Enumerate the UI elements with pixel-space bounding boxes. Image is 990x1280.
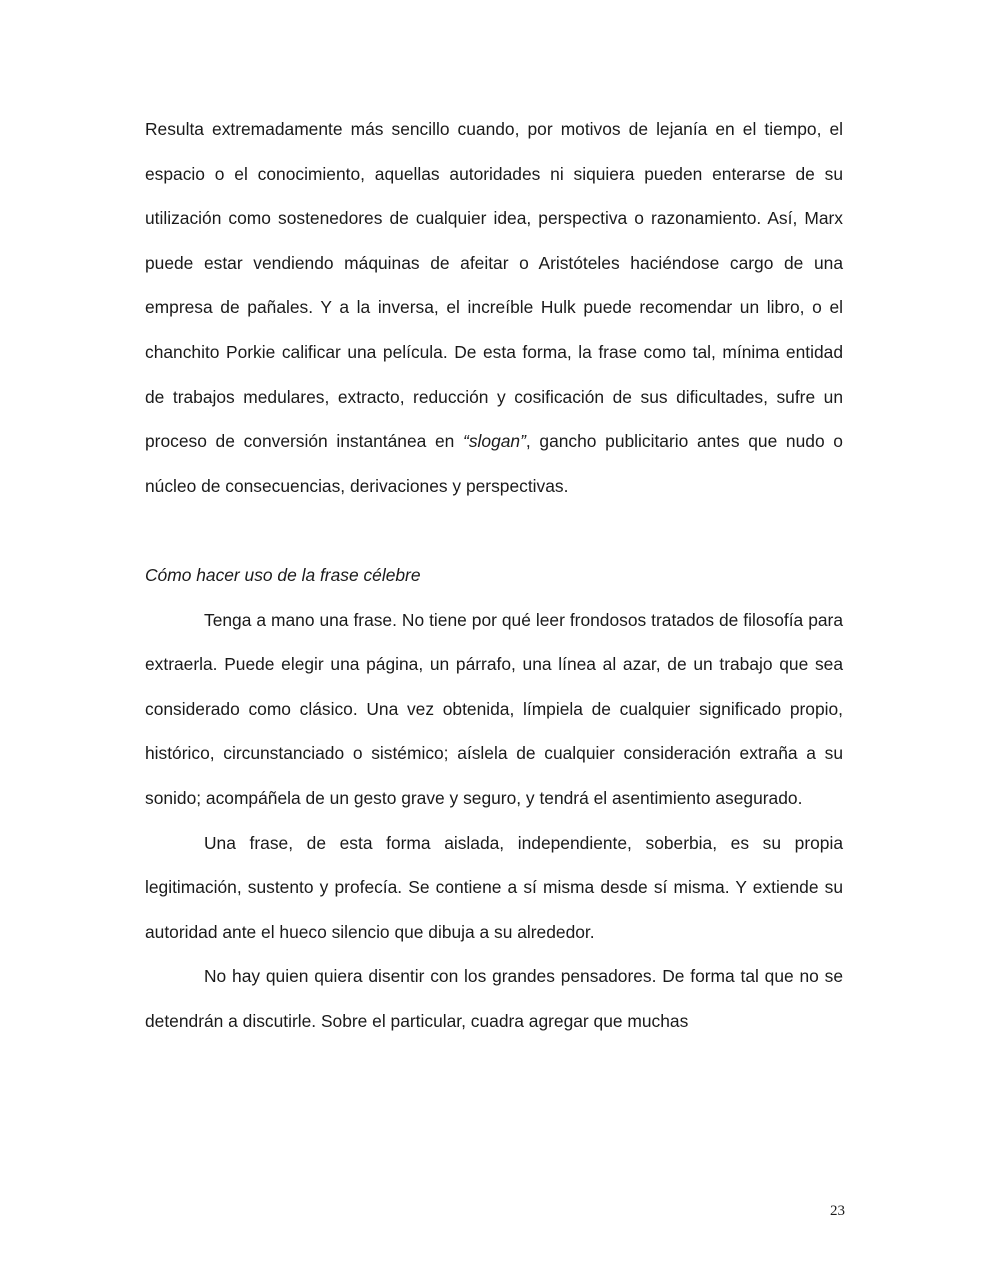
paragraph-instructions: Tenga a mano una frase. No tiene por qué leer frondosos tratados de filosofía para extraerla. Puede elegir una página, un párrafo, una línea al azar, de un trabajo que sea considerado como clásico. Una vez obtenida, límpiela de cualquier significado propio, histórico, circunstanciado o sistémico; aíslela de cualquier consideración extraña a su sonido; acompáñela de un gesto grave y seguro, y tendrá el asentimiento asegurado. — [145, 609, 843, 808]
paragraph-legitimation: Una frase, de esta forma aislada, independiente, soberbia, es su propia legitimación, sustento y profecía. Se contiene a sí misma desde sí misma. Y extiende su autoridad ante el hueco silencio que dibuja a su alrededor. — [145, 832, 843, 942]
paragraph-intro-text: Resulta extremadamente más sencillo cuando, por motivos de lejanía en el tiempo, el espacio o el conocimiento, aquellas autoridades ni siquiera pueden enterarse de su utilización como sostenedores de cualquier idea, perspectiva o razonamiento. Así, Marx puede estar vendiendo máquinas de afeitar o Aristóteles haciéndose cargo de una empresa de pañales. Y a la inversa, el increíble Hulk puede recomendar un libro, o el chanchito Porkie calificar una película. De esta forma, la frase como tal, mínima entidad de trabajos medulares, extracto, reducción y cosificación de sus dificultades, sufre un proceso de conversión instantánea en — [145, 119, 843, 452]
paragraph-thinkers: No hay quien quiera disentir con los grandes pensadores. De forma tal que no se detendrán a discutirle. Sobre el particular, cuadra agregar que muchas — [145, 966, 843, 1031]
section-spacer — [145, 508, 843, 553]
page-number: 23 — [830, 1203, 845, 1219]
paragraph-intro — [145, 107, 843, 508]
section-heading: Cómo hacer uso de la frase célebre — [145, 564, 421, 585]
paragraph-intro-text-end: , gancho publicitario antes que nudo o núcleo de consecuencias, derivaciones y perspectivas. — [145, 431, 843, 496]
body-text — [145, 107, 843, 1043]
slogan-emphasis: “slogan” — [463, 431, 526, 452]
